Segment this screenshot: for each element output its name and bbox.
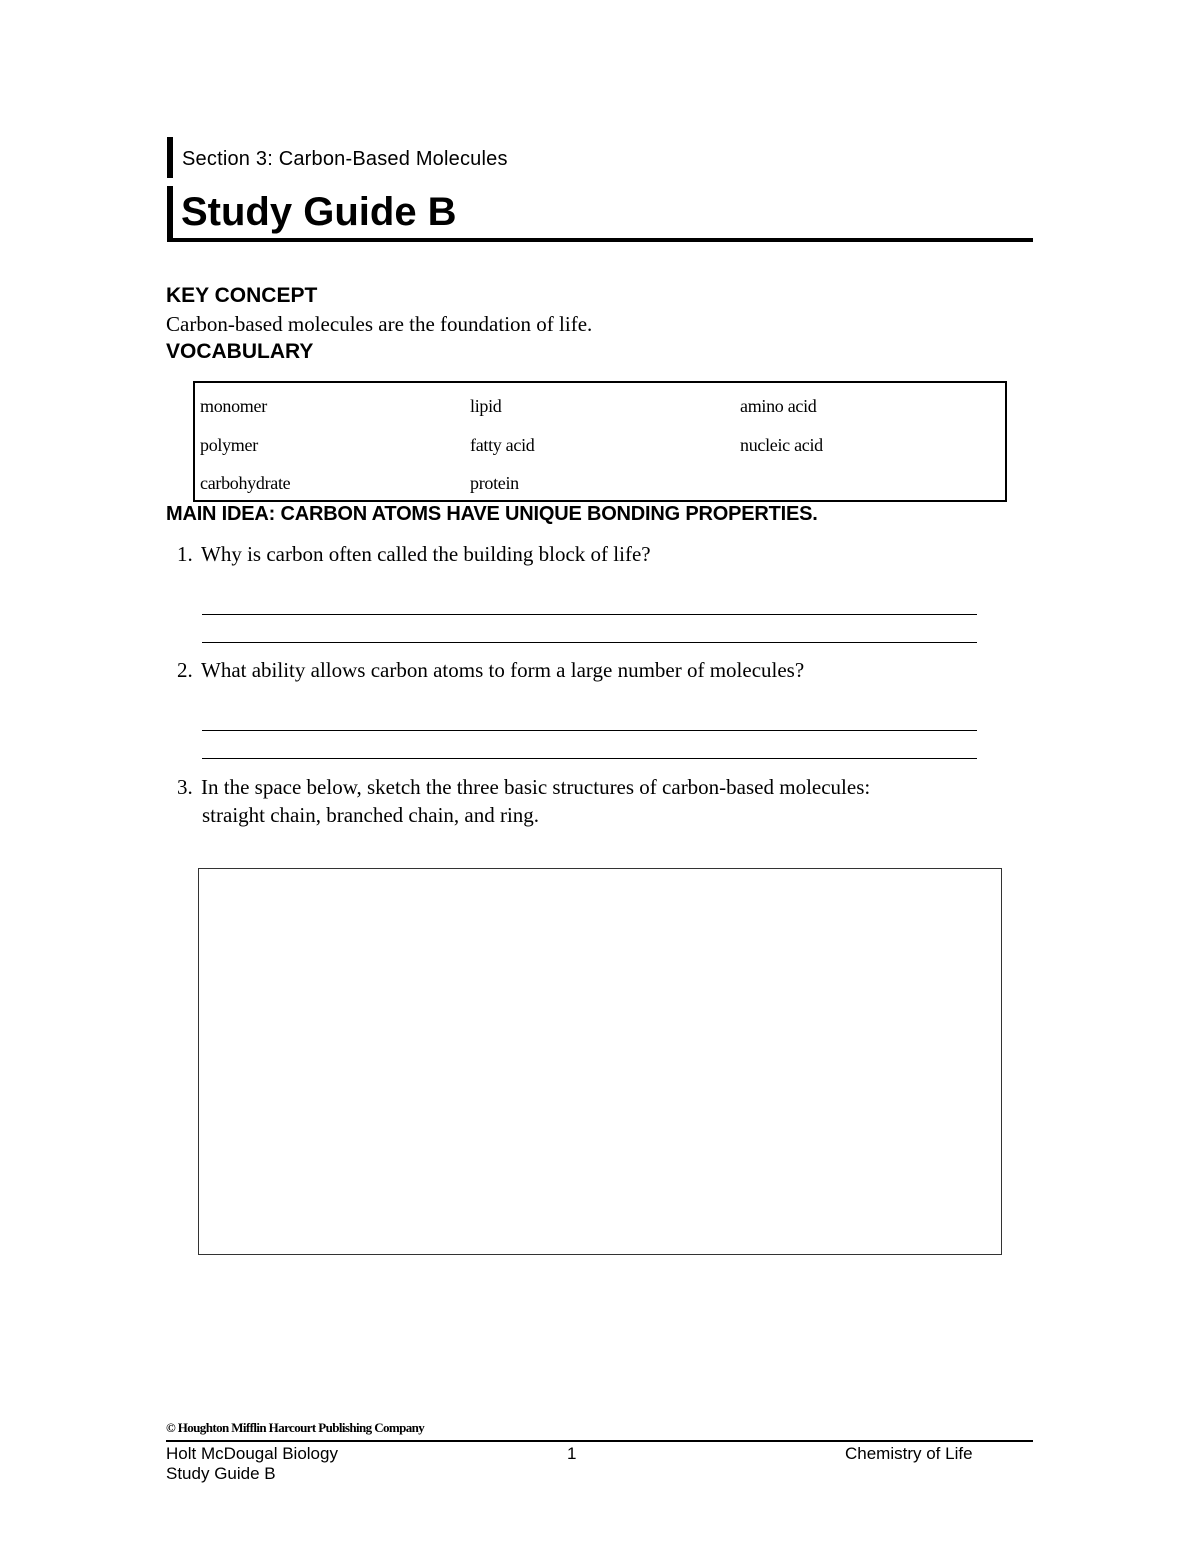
footer-book-title: Holt McDougal Biology (166, 1444, 338, 1463)
footer-rule (166, 1440, 1033, 1442)
vocab-word: lipid (470, 396, 502, 416)
question-text: Why is carbon often called the building block of life? (201, 542, 651, 566)
vocab-word: polymer (200, 435, 258, 455)
question-1 (177, 542, 651, 567)
question-number: 1. (177, 542, 193, 566)
vocab-word: amino acid (740, 396, 817, 416)
main-idea-heading: MAIN IDEA: CARBON ATOMS HAVE UNIQUE BONDING PROPERTIES. (166, 503, 818, 525)
vocab-word: fatty acid (470, 435, 535, 455)
guide-title-bar (167, 186, 173, 242)
answer-line[interactable] (202, 730, 977, 731)
question-text: In the space below, sketch the three basic structures of carbon-based molecules: (201, 775, 871, 799)
question-number: 3. (177, 775, 193, 799)
key-concept-text: Carbon-based molecules are the foundation of life. (166, 312, 593, 336)
vocab-word: protein (470, 473, 519, 493)
answer-line[interactable] (202, 642, 977, 643)
question-2 (177, 658, 804, 683)
answer-line[interactable] (202, 758, 977, 759)
question-text-continued: straight chain, branched chain, and ring. (202, 803, 540, 827)
copyright: © Houghton Mifflin Harcourt Publishing Company (166, 1420, 425, 1435)
vocab-word: monomer (200, 396, 267, 416)
title-rule (167, 238, 1033, 242)
vocab-word: nucleic acid (740, 435, 823, 455)
question-number: 2. (177, 658, 193, 682)
vocabulary-box (193, 381, 1007, 502)
section-title: Section 3: Carbon-Based Molecules (182, 148, 508, 170)
page-number: 1 (567, 1444, 577, 1463)
question-3 (177, 775, 870, 800)
question-text: What ability allows carbon atoms to form a large number of molecules? (201, 658, 805, 682)
vocab-word: carbohydrate (200, 473, 291, 493)
sketch-area[interactable] (198, 868, 1002, 1255)
footer-subtitle: Study Guide B (166, 1464, 276, 1483)
key-concept-heading: KEY CONCEPT (166, 284, 318, 307)
section-bar (167, 137, 173, 178)
page-title: Study Guide B (181, 190, 457, 234)
footer-chapter: Chemistry of Life (845, 1444, 973, 1463)
answer-line[interactable] (202, 614, 977, 615)
vocabulary-heading: VOCABULARY (166, 340, 314, 363)
